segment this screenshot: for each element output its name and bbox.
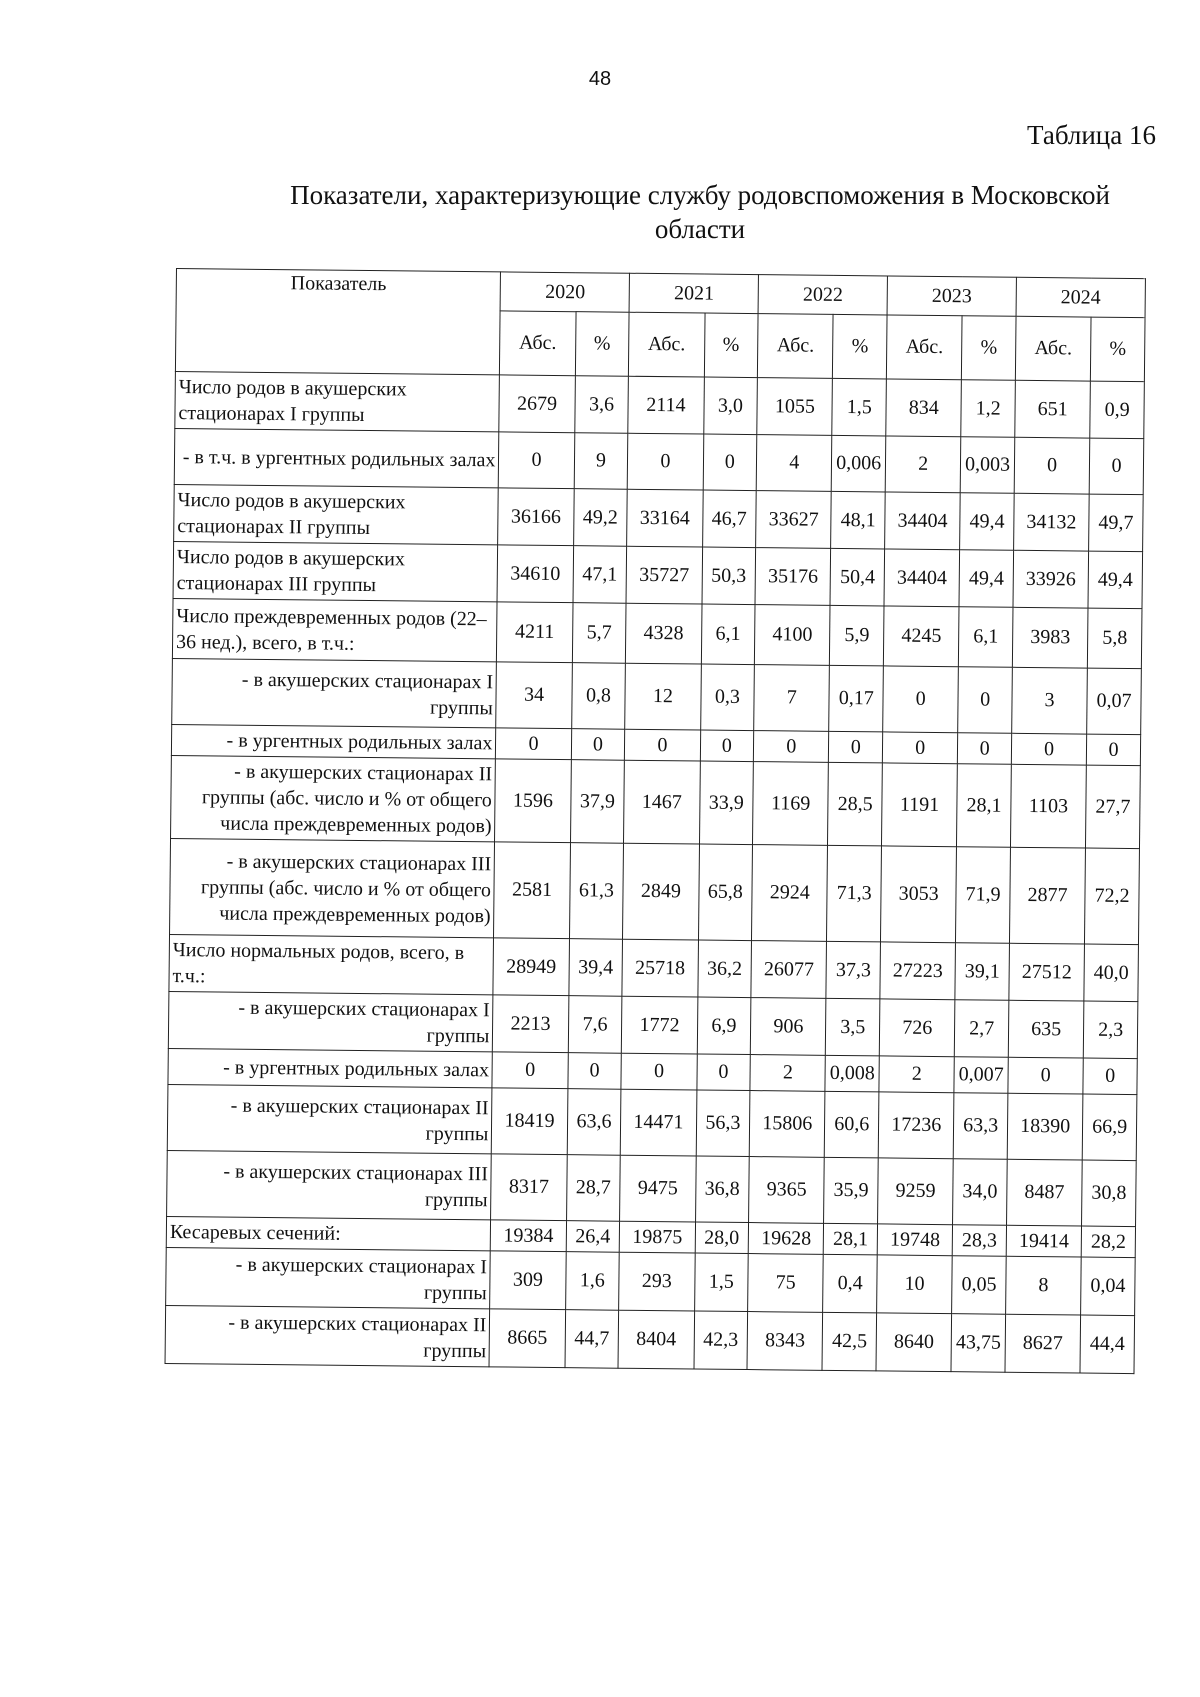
percent-value-cell: 63,6: [567, 1089, 621, 1156]
percent-value-cell: 5,8: [1088, 608, 1142, 669]
abs-value-cell: 19628: [748, 1223, 824, 1255]
table-row: [175, 371, 1145, 438]
abs-value-cell: 8640: [876, 1313, 952, 1372]
percent-value-cell: 49,2: [573, 489, 627, 547]
abs-value-cell: 7: [754, 665, 830, 732]
percent-value-cell: 0: [696, 1054, 750, 1091]
percent-value-cell: 3,5: [826, 998, 880, 1056]
indicator-label: - в акушерских стационарах II группы: [165, 1305, 490, 1366]
percent-value-cell: 39,1: [955, 943, 1009, 1001]
abs-value-cell: 0: [496, 728, 572, 760]
percent-value-cell: 6,9: [697, 997, 751, 1055]
percent-value-cell: 44,4: [1080, 1315, 1134, 1374]
abs-value-cell: 2849: [623, 843, 699, 940]
abs-value-cell: 2924: [752, 845, 828, 942]
table-row: [173, 541, 1143, 608]
abs-value-cell: 2679: [499, 375, 575, 433]
percent-value-cell: 63,3: [953, 1093, 1007, 1160]
percent-value-cell: 36,8: [695, 1156, 749, 1223]
percent-value-cell: 49,4: [959, 550, 1013, 608]
percent-value-cell: 61,3: [569, 843, 624, 940]
abs-value-cell: 1772: [622, 996, 698, 1054]
percent-value-cell: 9: [574, 433, 628, 490]
percent-value-cell: 50,4: [830, 548, 884, 606]
abs-value-cell: 8665: [489, 1309, 565, 1368]
abs-value-cell: 19384: [491, 1220, 567, 1252]
abs-value-cell: 3053: [881, 846, 957, 943]
percent-value-cell: 1,6: [565, 1252, 619, 1311]
percent-value-cell: 0: [958, 733, 1012, 765]
abs-value-cell: 34132: [1014, 493, 1090, 551]
percent-value-cell: 33,9: [699, 761, 754, 845]
table-row: [172, 598, 1142, 668]
abs-value-cell: 19748: [877, 1224, 953, 1256]
percent-value-cell: 5,7: [572, 603, 626, 664]
abs-value-cell: 33164: [627, 489, 703, 547]
abs-value-cell: 2114: [628, 376, 704, 434]
abs-value-cell: 1055: [757, 378, 833, 436]
percent-column-header: %: [1091, 317, 1145, 381]
percent-value-cell: 0: [571, 729, 625, 761]
percent-value-cell: 0,17: [829, 665, 883, 732]
abs-value-cell: 1596: [495, 759, 571, 843]
abs-value-cell: 2: [879, 1056, 955, 1093]
percent-value-cell: 49,4: [960, 493, 1014, 551]
percent-value-cell: 6,1: [701, 604, 755, 665]
abs-value-cell: 1103: [1010, 764, 1086, 848]
percent-column-header: %: [962, 316, 1016, 380]
abs-value-cell: 906: [750, 998, 826, 1056]
percent-value-cell: 0: [1089, 438, 1143, 495]
abs-value-cell: 14471: [621, 1089, 697, 1156]
percent-value-cell: 2,7: [955, 1000, 1009, 1058]
percent-value-cell: 42,3: [693, 1311, 747, 1370]
abs-value-cell: 2877: [1009, 847, 1085, 944]
percent-value-cell: 28,7: [566, 1155, 620, 1222]
percent-column-header: %: [833, 315, 887, 379]
indicator-label: Число преждевременных родов (22–36 нед.), всего, в т.ч.:: [172, 598, 497, 661]
table-row: [169, 934, 1139, 1001]
indicator-label: - в ургентных родильных залах: [171, 724, 496, 758]
indicator-label: Число родов в акушерских стационарах I группы: [175, 371, 500, 431]
percent-value-cell: 47,1: [573, 546, 627, 604]
abs-value-cell: 4100: [755, 605, 831, 666]
percent-value-cell: 0: [958, 667, 1012, 734]
percent-value-cell: 0,9: [1090, 381, 1144, 439]
percent-value-cell: 28,1: [824, 1223, 878, 1255]
percent-value-cell: 0: [1087, 734, 1141, 766]
percent-value-cell: 28,5: [828, 762, 883, 846]
percent-value-cell: 66,9: [1082, 1094, 1137, 1161]
abs-value-cell: 4328: [626, 603, 702, 664]
indicator-label: Число родов в акушерских стационарах III группы: [173, 541, 498, 601]
abs-value-cell: 19414: [1006, 1225, 1082, 1257]
percent-value-cell: 40,0: [1084, 944, 1138, 1002]
indicator-label: - в акушерских стационарах II группы: [167, 1084, 492, 1153]
table-label: Таблица 16: [1027, 120, 1156, 150]
abs-value-cell: 0: [499, 432, 575, 489]
percent-value-cell: 3,0: [703, 377, 757, 435]
percent-value-cell: 44,7: [565, 1310, 619, 1369]
abs-value-cell: 4245: [883, 606, 959, 667]
percent-value-cell: 0: [829, 731, 883, 763]
abs-value-cell: 0: [754, 731, 830, 763]
abs-value-cell: 9259: [878, 1158, 954, 1225]
percent-value-cell: 49,7: [1089, 494, 1143, 552]
percent-value-cell: 1,2: [961, 380, 1015, 438]
abs-value-cell: 10: [877, 1255, 953, 1314]
percent-value-cell: 71,3: [827, 845, 882, 942]
indicator-label: - в акушерских стационарах I группы: [166, 1247, 491, 1308]
percent-value-cell: 30,8: [1082, 1160, 1137, 1227]
indicators-table: [165, 268, 1146, 1374]
table-row: [167, 1084, 1137, 1160]
table-row: [168, 991, 1138, 1058]
indicator-label: - в ургентных родильных залах: [168, 1048, 493, 1087]
abs-value-cell: 8404: [618, 1310, 694, 1369]
abs-value-cell: 1467: [624, 760, 700, 844]
indicator-column-header: Показатель: [175, 269, 500, 375]
percent-value-cell: 27,7: [1086, 765, 1141, 849]
abs-value-cell: 17236: [878, 1092, 954, 1159]
percent-value-cell: 28,1: [957, 764, 1012, 848]
abs-value-cell: 19875: [620, 1221, 696, 1253]
abs-value-cell: 8317: [491, 1154, 567, 1221]
year-header: 2021: [629, 273, 758, 314]
percent-value-cell: 0,008: [825, 1055, 879, 1092]
percent-value-cell: 5,9: [830, 605, 884, 666]
abs-column-header: Абс.: [629, 313, 705, 377]
percent-value-cell: 0,4: [823, 1254, 877, 1313]
abs-value-cell: 25718: [622, 939, 698, 997]
abs-value-cell: 8343: [747, 1312, 823, 1371]
abs-value-cell: 8: [1006, 1256, 1082, 1315]
abs-value-cell: 2: [885, 436, 961, 493]
abs-value-cell: 27512: [1009, 943, 1085, 1001]
abs-value-cell: 0: [628, 433, 704, 490]
abs-value-cell: 18419: [492, 1088, 568, 1155]
percent-value-cell: 0: [703, 434, 757, 491]
abs-value-cell: 26077: [751, 941, 827, 999]
abs-value-cell: 12: [625, 663, 701, 730]
indicator-label: - в акушерских стационарах III группы (абс. число и % от общего числа преждевременных родов): [170, 838, 495, 937]
abs-value-cell: 2581: [494, 842, 570, 939]
percent-value-cell: 28,3: [952, 1225, 1006, 1257]
year-header-row: [176, 269, 1145, 319]
abs-value-cell: 34610: [497, 545, 573, 603]
abs-value-cell: 15806: [749, 1091, 825, 1158]
abs-value-cell: 8627: [1005, 1314, 1081, 1373]
abs-value-cell: 2: [750, 1055, 826, 1092]
percent-value-cell: 49,4: [1088, 551, 1142, 609]
abs-value-cell: 75: [748, 1254, 824, 1313]
percent-value-cell: 6,1: [959, 607, 1013, 668]
abs-value-cell: 34404: [884, 549, 960, 607]
abs-value-cell: 293: [619, 1252, 695, 1311]
indicator-label: - в акушерских стационарах II группы (абс. число и % от общего числа преждевременных родов): [171, 755, 496, 841]
abs-value-cell: 0: [1014, 437, 1090, 494]
abs-value-cell: 34404: [885, 492, 961, 550]
indicator-label: Кесаревых сечений:: [166, 1216, 491, 1250]
table-row: [166, 1247, 1136, 1315]
table-row: [174, 428, 1144, 494]
percent-value-cell: 43,75: [951, 1314, 1005, 1373]
percent-value-cell: 28,0: [695, 1222, 749, 1254]
percent-value-cell: 0,07: [1087, 668, 1142, 735]
percent-value-cell: 26,4: [566, 1221, 620, 1253]
year-header: 2020: [500, 272, 629, 313]
percent-value-cell: 71,9: [956, 847, 1011, 944]
percent-value-cell: 0,007: [954, 1057, 1008, 1094]
abs-column-header: Абс.: [1015, 317, 1091, 381]
percent-value-cell: 3,6: [574, 376, 628, 434]
document-title: Показатели, характеризующие службу родовспоможения в Московской области: [290, 180, 1110, 244]
abs-value-cell: 35727: [626, 546, 702, 604]
abs-value-cell: 4: [756, 435, 832, 492]
percent-value-cell: 0,006: [832, 435, 886, 492]
abs-value-cell: 0: [1011, 733, 1087, 765]
abs-value-cell: 4211: [497, 602, 573, 663]
percent-value-cell: 56,3: [696, 1090, 750, 1157]
indicator-label: - в акушерских стационарах I группы: [172, 658, 497, 727]
table-body: [165, 371, 1144, 1373]
percent-value-cell: 37,9: [570, 760, 625, 844]
abs-value-cell: 726: [879, 999, 955, 1057]
table-row: [167, 1150, 1137, 1226]
abs-value-cell: 309: [490, 1251, 566, 1310]
abs-value-cell: 1191: [882, 763, 958, 847]
abs-column-header: Абс.: [758, 314, 834, 378]
indicator-label: Число родов в акушерских стационарах II группы: [174, 484, 499, 544]
abs-value-cell: 651: [1015, 380, 1091, 438]
indicator-label: - в акушерских стационарах I группы: [168, 991, 493, 1051]
abs-value-cell: 8487: [1007, 1159, 1083, 1226]
year-header: 2022: [758, 275, 887, 316]
table-row: [170, 838, 1140, 944]
percent-value-cell: 7,6: [568, 996, 622, 1054]
percent-value-cell: 0,04: [1081, 1257, 1135, 1316]
percent-value-cell: 0,8: [571, 663, 625, 730]
abs-value-cell: 27223: [880, 942, 956, 1000]
percent-value-cell: 0: [1083, 1058, 1137, 1095]
percent-value-cell: 48,1: [831, 491, 885, 549]
table-row: [165, 1305, 1135, 1373]
abs-value-cell: 36166: [498, 488, 574, 546]
abs-value-cell: 35176: [755, 548, 831, 606]
abs-value-cell: 2213: [493, 995, 569, 1053]
year-header: 2023: [887, 276, 1016, 317]
abs-value-cell: 0: [882, 732, 958, 764]
percent-value-cell: 0,05: [952, 1256, 1006, 1315]
percent-value-cell: 2,3: [1083, 1001, 1137, 1059]
table-row: [172, 658, 1142, 734]
abs-value-cell: 1169: [753, 762, 829, 846]
indicator-label: - в т.ч. в ургентных родильных залах: [174, 428, 499, 487]
year-header: 2024: [1016, 277, 1145, 318]
indicator-label: - в акушерских стационарах III группы: [167, 1150, 492, 1219]
percent-value-cell: 0: [700, 730, 754, 762]
percent-column-header: %: [704, 313, 758, 377]
abs-value-cell: 3: [1012, 667, 1088, 734]
abs-value-cell: 33627: [756, 491, 832, 549]
percent-value-cell: 0,3: [700, 664, 754, 731]
abs-value-cell: 9365: [749, 1157, 825, 1224]
percent-value-cell: 1,5: [694, 1253, 748, 1312]
abs-value-cell: 0: [1008, 1057, 1084, 1094]
abs-value-cell: 34: [496, 662, 572, 729]
abs-value-cell: 33926: [1013, 550, 1089, 608]
abs-value-cell: 0: [492, 1052, 568, 1089]
percent-value-cell: 37,3: [826, 941, 880, 999]
page-number: 48: [588, 68, 612, 90]
indicator-label: Число нормальных родов, всего, в т.ч.:: [169, 934, 494, 994]
table-row: [171, 755, 1141, 848]
abs-column-header: Абс.: [500, 311, 576, 375]
percent-value-cell: 72,2: [1085, 848, 1140, 945]
percent-value-cell: 35,9: [824, 1157, 878, 1224]
abs-value-cell: 9475: [620, 1155, 696, 1222]
abs-value-cell: 18390: [1007, 1093, 1083, 1160]
abs-value-cell: 3983: [1012, 607, 1088, 668]
table-row: [174, 484, 1144, 551]
percent-value-cell: 60,6: [825, 1091, 879, 1158]
percent-value-cell: 39,4: [569, 939, 623, 997]
percent-column-header: %: [575, 312, 629, 376]
percent-value-cell: 42,5: [822, 1312, 876, 1371]
percent-value-cell: 1,5: [832, 378, 886, 436]
percent-value-cell: 28,2: [1081, 1226, 1135, 1258]
percent-value-cell: 34,0: [953, 1159, 1007, 1226]
abs-value-cell: 0: [621, 1053, 697, 1090]
abs-value-cell: 0: [625, 729, 701, 761]
abs-value-cell: 0: [883, 666, 959, 733]
percent-value-cell: 65,8: [698, 844, 753, 941]
abs-value-cell: 635: [1008, 1000, 1084, 1058]
percent-value-cell: 0: [568, 1053, 622, 1090]
percent-value-cell: 50,3: [702, 547, 756, 605]
percent-value-cell: 46,7: [702, 490, 756, 548]
percent-value-cell: 36,2: [697, 940, 751, 998]
abs-column-header: Абс.: [886, 315, 962, 379]
abs-value-cell: 834: [886, 379, 962, 437]
abs-value-cell: 28949: [493, 938, 569, 996]
percent-value-cell: 0,003: [960, 437, 1014, 494]
